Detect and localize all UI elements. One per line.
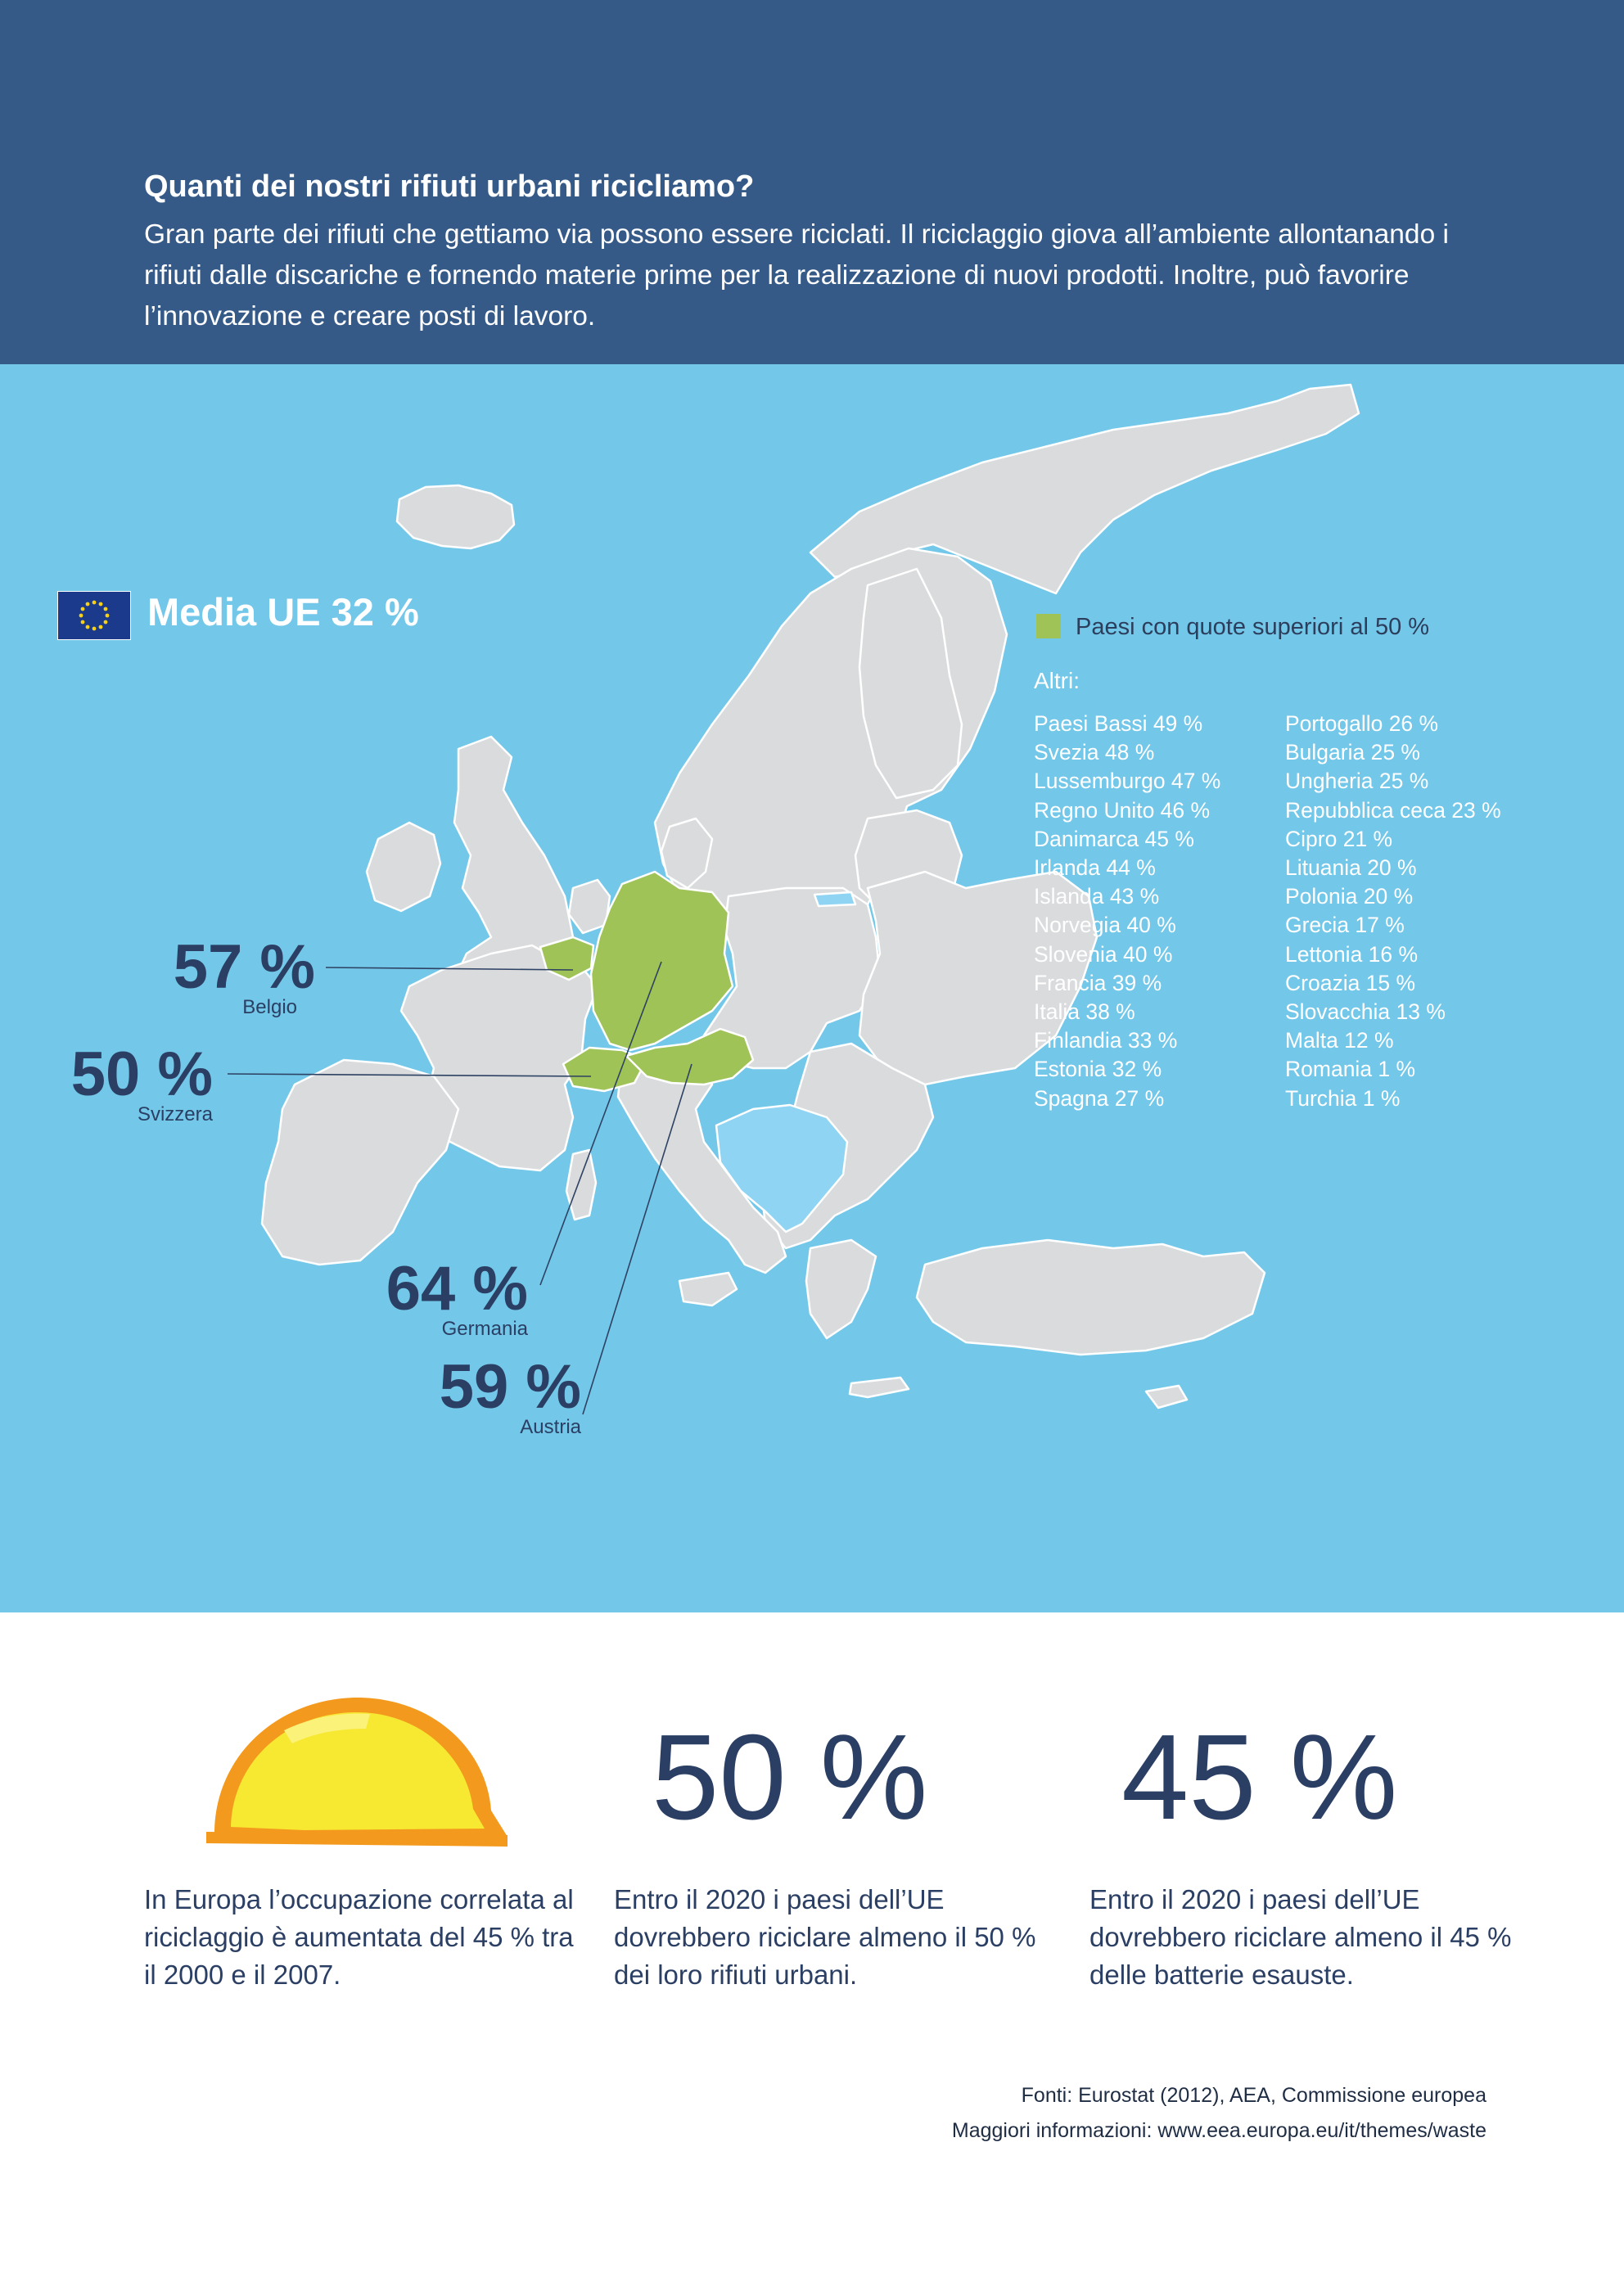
callout-value: 59 %: [439, 1352, 581, 1422]
legend-swatch: [1036, 614, 1061, 638]
country-rate-item: Regno Unito 46 %: [1034, 797, 1211, 823]
country-rate-item: Estonia 32 %: [1034, 1057, 1162, 1082]
country-rate-item: Danimarca 45 %: [1034, 826, 1194, 851]
crete-shape: [850, 1378, 909, 1397]
country-rate-item: Paesi Bassi 49 %: [1034, 711, 1203, 736]
helmet-icon: [198, 1680, 511, 1851]
ireland-shape: [367, 823, 440, 911]
sicily-shape: [679, 1273, 737, 1306]
country-rate-item: Polonia 20 %: [1285, 884, 1414, 909]
cyprus-shape: [1146, 1386, 1187, 1408]
callout-country: Germania: [441, 1318, 528, 1340]
country-rate-item: Lituania 20 %: [1285, 855, 1417, 881]
stat-text-municipal: Entro il 2020 i paesi dell’UE dovrebbero riciclare almeno il 50 % dei loro rifiuti urbani.: [614, 1884, 1036, 1990]
callout-svizzera: [16, 1042, 213, 1132]
map-section: [0, 364, 1624, 1612]
more-info-link[interactable]: Maggiori informazioni: www.eea.europa.eu/it/themes/waste: [951, 2119, 1486, 2142]
greece-shape: [806, 1240, 876, 1338]
sources-text: Fonti: Eurostat (2012), AEA, Commissione europea: [1021, 2084, 1486, 2107]
stat-value-municipal: 50 %: [652, 1710, 928, 1845]
callout-country: Austria: [520, 1416, 581, 1438]
country-rate-item: Turchia 1 %: [1285, 1085, 1401, 1111]
country-rate-item: Ungheria 25 %: [1285, 769, 1429, 794]
kaliningrad-shape: [814, 892, 855, 906]
stat-value-batteries: 45 %: [1121, 1710, 1398, 1845]
country-rate-item: Repubblica ceca 23 %: [1285, 797, 1501, 823]
iberia-shape: [262, 1060, 458, 1265]
others-list-right: [1285, 710, 1501, 1113]
eu-flag-icon: [57, 591, 131, 640]
sardinia-shape: [566, 1150, 596, 1220]
iceland-shape: [397, 485, 514, 548]
turkey-shape: [917, 1240, 1265, 1355]
country-rate-item: Portogallo 26 %: [1285, 711, 1439, 736]
country-rate-item: Grecia 17 %: [1285, 913, 1405, 938]
country-rate-item: Lettonia 16 %: [1285, 941, 1419, 967]
country-rate-item: Slovacchia 13 %: [1285, 999, 1446, 1025]
callout-value: 64 %: [386, 1254, 528, 1324]
country-rate-item: Svezia 48 %: [1034, 740, 1155, 765]
callout-germania: [278, 1256, 528, 1346]
others-list-left: [1034, 710, 1220, 1113]
others-title: Altri:: [1034, 668, 1080, 693]
country-rate-item: Finlandia 33 %: [1034, 1028, 1178, 1053]
country-rate-item: Spagna 27 %: [1034, 1085, 1165, 1111]
callout-value: 57 %: [173, 932, 315, 1002]
intro-text: Gran parte dei rifiuti che gettiamo via possono essere riciclati. Il riciclaggio giova all’ambiente allontanando i rifiuti dalle discariche e fornendo materie prime per la realizzazione di nuovi prodotti. Inoltre, può favorire l’innovazione e creare posti di lavoro.: [144, 219, 1449, 331]
callout-belgio: [82, 932, 315, 1025]
country-rate-item: Italia 38 %: [1034, 999, 1135, 1025]
eu-average-label: Media UE 32 %: [147, 590, 419, 634]
country-rate-item: Islanda 43 %: [1034, 884, 1160, 909]
country-rate-item: Slovenia 40 %: [1034, 941, 1173, 967]
country-rate-item: Croazia 15 %: [1285, 970, 1416, 995]
country-rate-item: Romania 1 %: [1285, 1057, 1416, 1082]
page-title: Quanti dei nostri rifiuti urbani ricicliamo?: [144, 169, 755, 204]
callout-value: 50 %: [70, 1040, 213, 1109]
legend-label: Paesi con quote superiori al 50 %: [1076, 614, 1430, 640]
country-rate-item: Bulgaria 25 %: [1285, 740, 1420, 765]
country-rate-item: Irlanda 44 %: [1034, 855, 1156, 881]
callout-country: Belgio: [242, 996, 297, 1018]
country-rate-item: Cipro 21 %: [1285, 826, 1393, 851]
country-rate-item: Lussemburgo 47 %: [1034, 769, 1221, 794]
country-rate-item: Francia 39 %: [1034, 970, 1162, 995]
country-rate-item: Norvegia 40 %: [1034, 913, 1176, 938]
stat-text-jobs: In Europa l’occupazione correlata al riciclaggio è aumentata del 45 % tra il 2000 e il 2007.: [144, 1884, 574, 1990]
country-rate-item: Malta 12 %: [1285, 1028, 1394, 1053]
header-banner: [0, 0, 1624, 364]
callout-country: Svizzera: [137, 1103, 213, 1125]
stat-text-batteries: Entro il 2020 i paesi dell’UE dovrebbero riciclare almeno il 45 % delle batterie esauste.: [1089, 1884, 1512, 1990]
callout-austria: [327, 1352, 581, 1445]
